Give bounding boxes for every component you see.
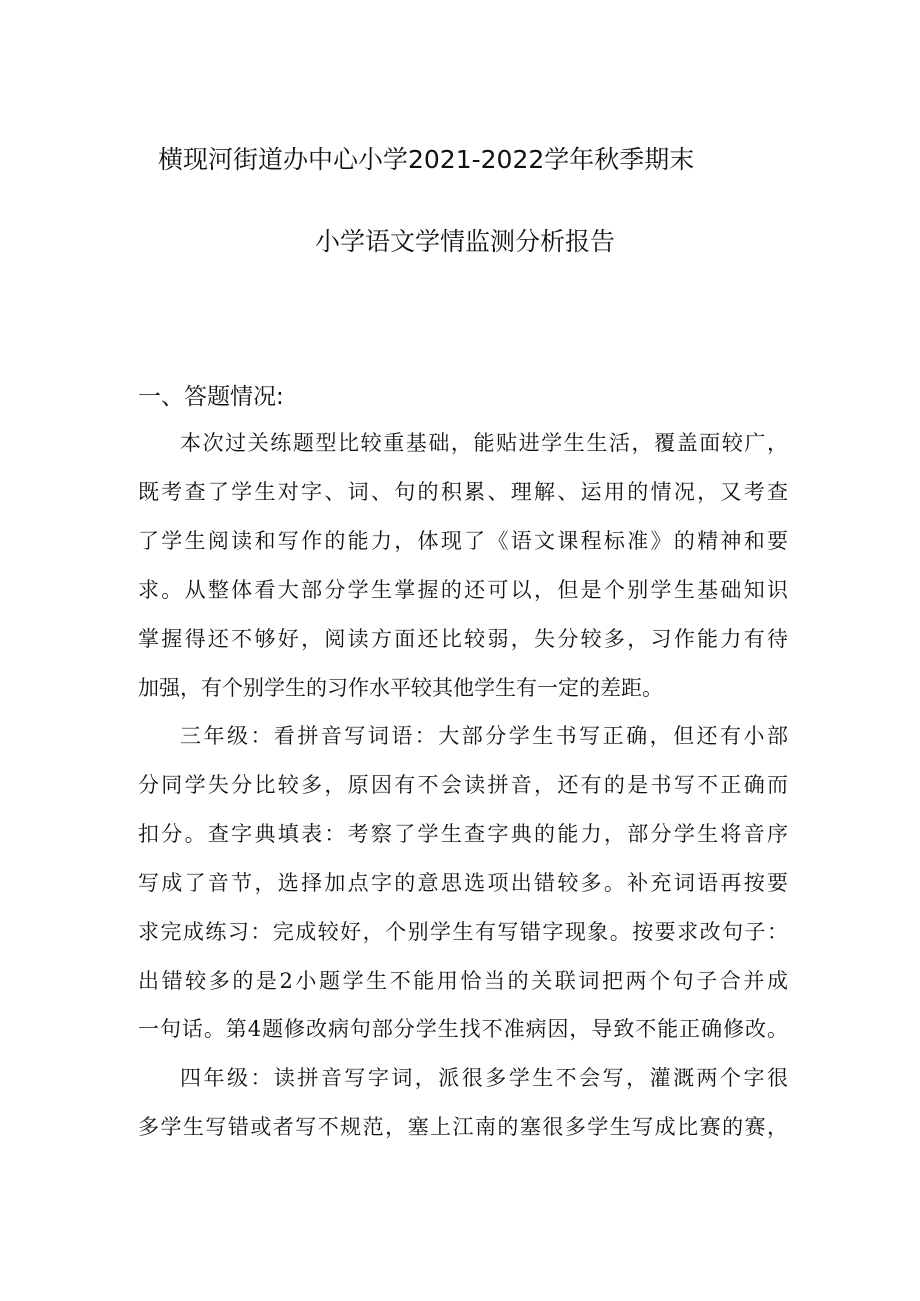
paragraph-line: 四年级：读拼音写字词，派很多学生不会写，灌溉两个字很 [180,1066,788,1090]
paragraph-line: 多学生写错或者写不规范，塞上江南的塞很多学生写成比赛的赛， [138,1115,788,1139]
paragraph-line: 既考查了学生对字、词、句的积累、理解、运用的情况，又考查 [138,480,788,504]
report-title-line-1: 横现河街道办中心小学2021-2022学年秋季期末 [158,145,695,174]
paragraph-line: 分同学失分比较多，原因有不会读拼音，还有的是书写不正确而 [138,773,788,797]
paragraph-line: 了学生阅读和写作的能力，体现了《语文课程标准》的精神和要 [138,529,788,553]
paragraph-line: 本次过关练题型比较重基础，能贴进学生生活，覆盖面较广， [180,431,788,455]
paragraph-line: 三年级：看拼音写词语：大部分学生书写正确，但还有小部 [180,724,788,748]
paragraph-line: 掌握得还不够好，阅读方面还比较弱，失分较多，习作能力有待 [138,627,788,651]
paragraph-line: 求完成练习：完成较好，个别学生有写错字现象。按要求改句子： [138,920,788,944]
paragraph-line: 扣分。查字典填表：考察了学生查字典的能力，部分学生将音序 [138,822,788,846]
paragraph-line: 求。从整体看大部分学生掌握的还可以，但是个别学生基础知识 [138,578,788,602]
paragraph-line: 出错较多的是2小题学生不能用恰当的关联词把两个句子合并成 [138,969,788,993]
paragraph-line: 加强，有个别学生的习作水平较其他学生有一定的差距。 [138,676,663,700]
paragraph-line: 写成了音节，选择加点字的意思选项出错较多。补充词语再按要 [138,871,788,895]
paragraph-line: 一句话。第4题修改病句部分学生找不准病因，导致不能正确修改。 [138,1017,788,1041]
section-heading-answers: 一、答题情况: [138,384,284,410]
report-title-line-2: 小学语文学情监测分析报告 [315,227,616,256]
